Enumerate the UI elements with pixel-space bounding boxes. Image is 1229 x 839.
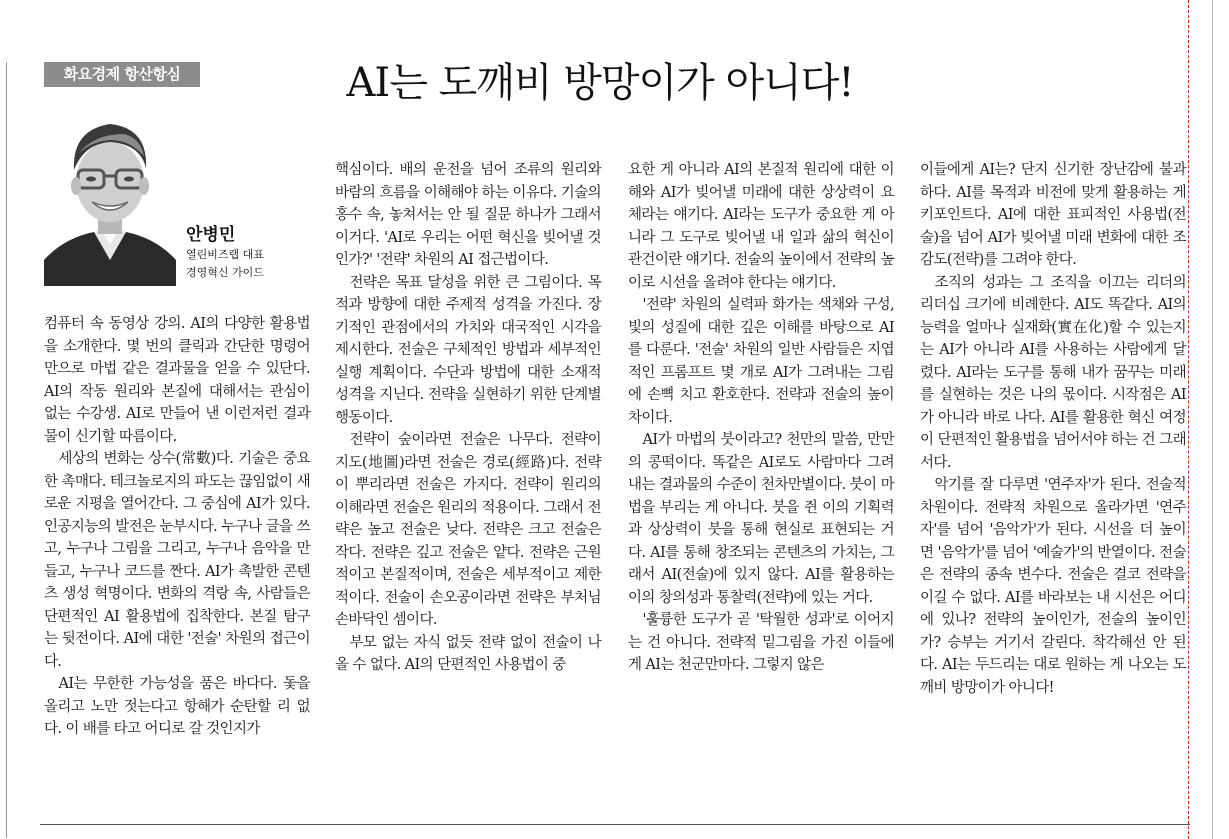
paragraph: AI는 무한한 가능성을 품은 바다다. 돛을 올리고 노만 젓는다고 항해가 순탄할 리 없다. 이 배를 타고 어디로 갈 것인지가 bbox=[44, 676, 310, 737]
paragraph: 악기를 잘 다루면 '연주자'가 된다. 전술적 차원이다. 전략적 차원으로 올라가면 '연주자'를 넘어 '음악가'가 된다. 시선을 더 높이면 '음악가'를 넘어 '예술가'의 반열이다. 전술은 전략의 종속 변수다. 전술은 결코 전략을 이길 수 없다. AI를 바라보는 내 시선은 어디에 있나? 전략의 높이인가, 전술의 높이인가? 승부는 거기서 갈린다. 착각해선 안 된다. AI는 두드리는 대로 원하는 게 나오는 도깨비 방망이가 아니다! bbox=[920, 477, 1186, 696]
bottom-rule bbox=[40, 824, 1190, 825]
paragraph: AI가 마법의 붓이라고? 천만의 말씀, 만만의 콩떡이다. 똑같은 AI로도 사람마다 그려내는 결과물의 수준이 천차만별이다. 붓이 마법을 부리는 게 아니다. 붓을 쥔 이의 기획력과 상상력이 붓을 통해 현실로 표현되는 거다. AI를 통해 창조되는 콘텐츠의 가치는, 그래서 AI(전술)에 있지 않다. AI를 활용하는 이의 창의성과 통찰력(전략)에 있는 거다. bbox=[628, 432, 894, 606]
cut-line bbox=[1188, 0, 1189, 839]
article-column-4 bbox=[920, 159, 1186, 699]
paragraph: 컴퓨터 속 동영상 강의. AI의 다양한 활용법을 소개한다. 몇 번의 클릭과 간단한 명령어만으로 마법 같은 결과물을 얻을 수 있단다. AI의 작동 원리와 본질에 대해서는 관심이 없는 수강생. AI로 만들어 낸 이런저런 결과물이 신기할 따름이다. bbox=[44, 316, 310, 445]
author-name: 안병민 bbox=[186, 225, 236, 245]
paragraph: 세상의 변화는 상수(常數)다. 기술은 중요한 촉매다. 테크놀로지의 파도는 끊임없이 새로운 지평을 열어간다. 그 중심에 AI가 있다. 인공지능의 발전은 눈부시다. 누구나 글을 쓰고, 누구나 그림을 그리고, 누구나 음악을 만들고, 누구나 코드를 짠다. AI가 촉발한 콘텐츠 생성 혁명이다. 변화의 격랑 속, 사람들은 단편적인 AI 활용법에 집착한다. 본질 탐구는 뒷전이다. AI에 대한 '전술' 차원의 접근이다. bbox=[44, 451, 310, 670]
paragraph: 부모 없는 자식 없듯 전략 없이 전술이 나올 수 없다. AI의 단편적인 사용법이 중 bbox=[335, 634, 601, 673]
article-column-2 bbox=[335, 159, 601, 677]
right-page-border bbox=[1212, 0, 1213, 839]
article-title: AI는 도깨비 방망이가 아니다! bbox=[346, 60, 854, 106]
article-column-1 bbox=[44, 313, 310, 741]
paragraph: '훌륭한 도구가 곧 '탁월한 성과'로 이어지는 건 아니다. 전략적 밑그림을 가진 이들에게 AI는 천군만마다. 그렇지 않은 bbox=[628, 612, 894, 673]
series-label: 화요경제 항산항심 bbox=[44, 62, 200, 87]
article-column-3 bbox=[628, 159, 894, 677]
paragraph: 조직의 성과는 그 조직을 이끄는 리더의 리더십 크기에 비례한다. AI도 똑같다. AI의 능력을 얼마나 실재화(實在化)할 수 있는지는 AI가 아니라 AI를 사용하는 사람에게 달렸다. AI라는 도구를 통해 내가 꿈꾸는 미래를 실현하는 것은 나의 몫이다. 시작점은 AI가 아니라 바로 나다. AI를 활용한 혁신 여정이 단편적인 활용법을 넘어서야 하는 건 그래서다. bbox=[920, 274, 1186, 471]
paragraph: 이들에게 AI는? 단지 신기한 장난감에 불과하다. AI를 목적과 비전에 맞게 활용하는 게 키포인트다. AI에 대한 표피적인 사용법(전술)을 넘어 AI가 빚어낼 미래 변화에 대한 조감도(전략)를 그려야 한다. bbox=[920, 162, 1186, 268]
author-role bbox=[186, 246, 264, 282]
paragraph: 요한 게 아니라 AI의 본질적 원리에 대한 이해와 AI가 빚어낼 미래에 대한 상상력이 요체라는 얘기다. AI라는 도구가 중요한 게 아니라 그 도구로 빚어낼 내 일과 삶의 혁신이 관건이란 얘기다. 전술의 높이에서 전략의 높이로 시선을 올려야 한다는 얘기다. bbox=[628, 162, 894, 291]
paragraph: 전략은 목표 달성을 위한 큰 그림이다. 목적과 방향에 대한 주제적 성격을 가진다. 장기적인 관점에서의 가치와 대국적인 시각을 제시한다. 전술은 구체적인 방법과 세부적인 실행 계획이다. 수단과 방법에 대한 소재적 성격을 지닌다. 전략을 실현하기 위한 단계별 행동이다. bbox=[335, 274, 601, 426]
paragraph: 핵심이다. 배의 운전을 넘어 조류의 원리와 바람의 흐름을 이해해야 하는 이유다. 기술의 홍수 속, 놓쳐서는 안 될 질문 하나가 그래서 이거다. 'AI로 우리는 어떤 혁신을 빚어낼 것인가?' '전략' 차원의 AI 접근법이다. bbox=[335, 162, 601, 268]
paragraph: '전략' 차원의 실력파 화가는 색채와 구성, 빛의 성질에 대한 깊은 이해를 바탕으로 AI를 다룬다. '전술' 차원의 일반 사람들은 지엽적인 프롬프트 몇 개로 AI가 그려내는 그림에 손뼉 치고 환호한다. 전략과 전술의 높이 차이다. bbox=[628, 297, 894, 426]
author-photo bbox=[44, 110, 176, 286]
paragraph: 전략이 숲이라면 전술은 나무다. 전략이 지도(地圖)라면 전술은 경로(經路)다. 전략이 뿌리라면 전술은 가지다. 전략이 원리의 이해라면 전술은 원리의 적용이다. 그래서 전략은 높고 전술은 낮다. 전략은 크고 전술은 작다. 전략은 깊고 전술은 얕다. 전략은 근원적이고 본질적이며, 전술은 세부적이고 제한적이다. 전술이 손오공이라면 전략은 부처님 손바닥인 셈이다. bbox=[335, 432, 601, 628]
left-page-border bbox=[6, 62, 7, 838]
author-portrait-image bbox=[44, 110, 176, 286]
author-role-line1: 열린비즈랩 대표 bbox=[186, 248, 264, 261]
author-role-line2: 경영혁신 가이드 bbox=[186, 266, 264, 279]
